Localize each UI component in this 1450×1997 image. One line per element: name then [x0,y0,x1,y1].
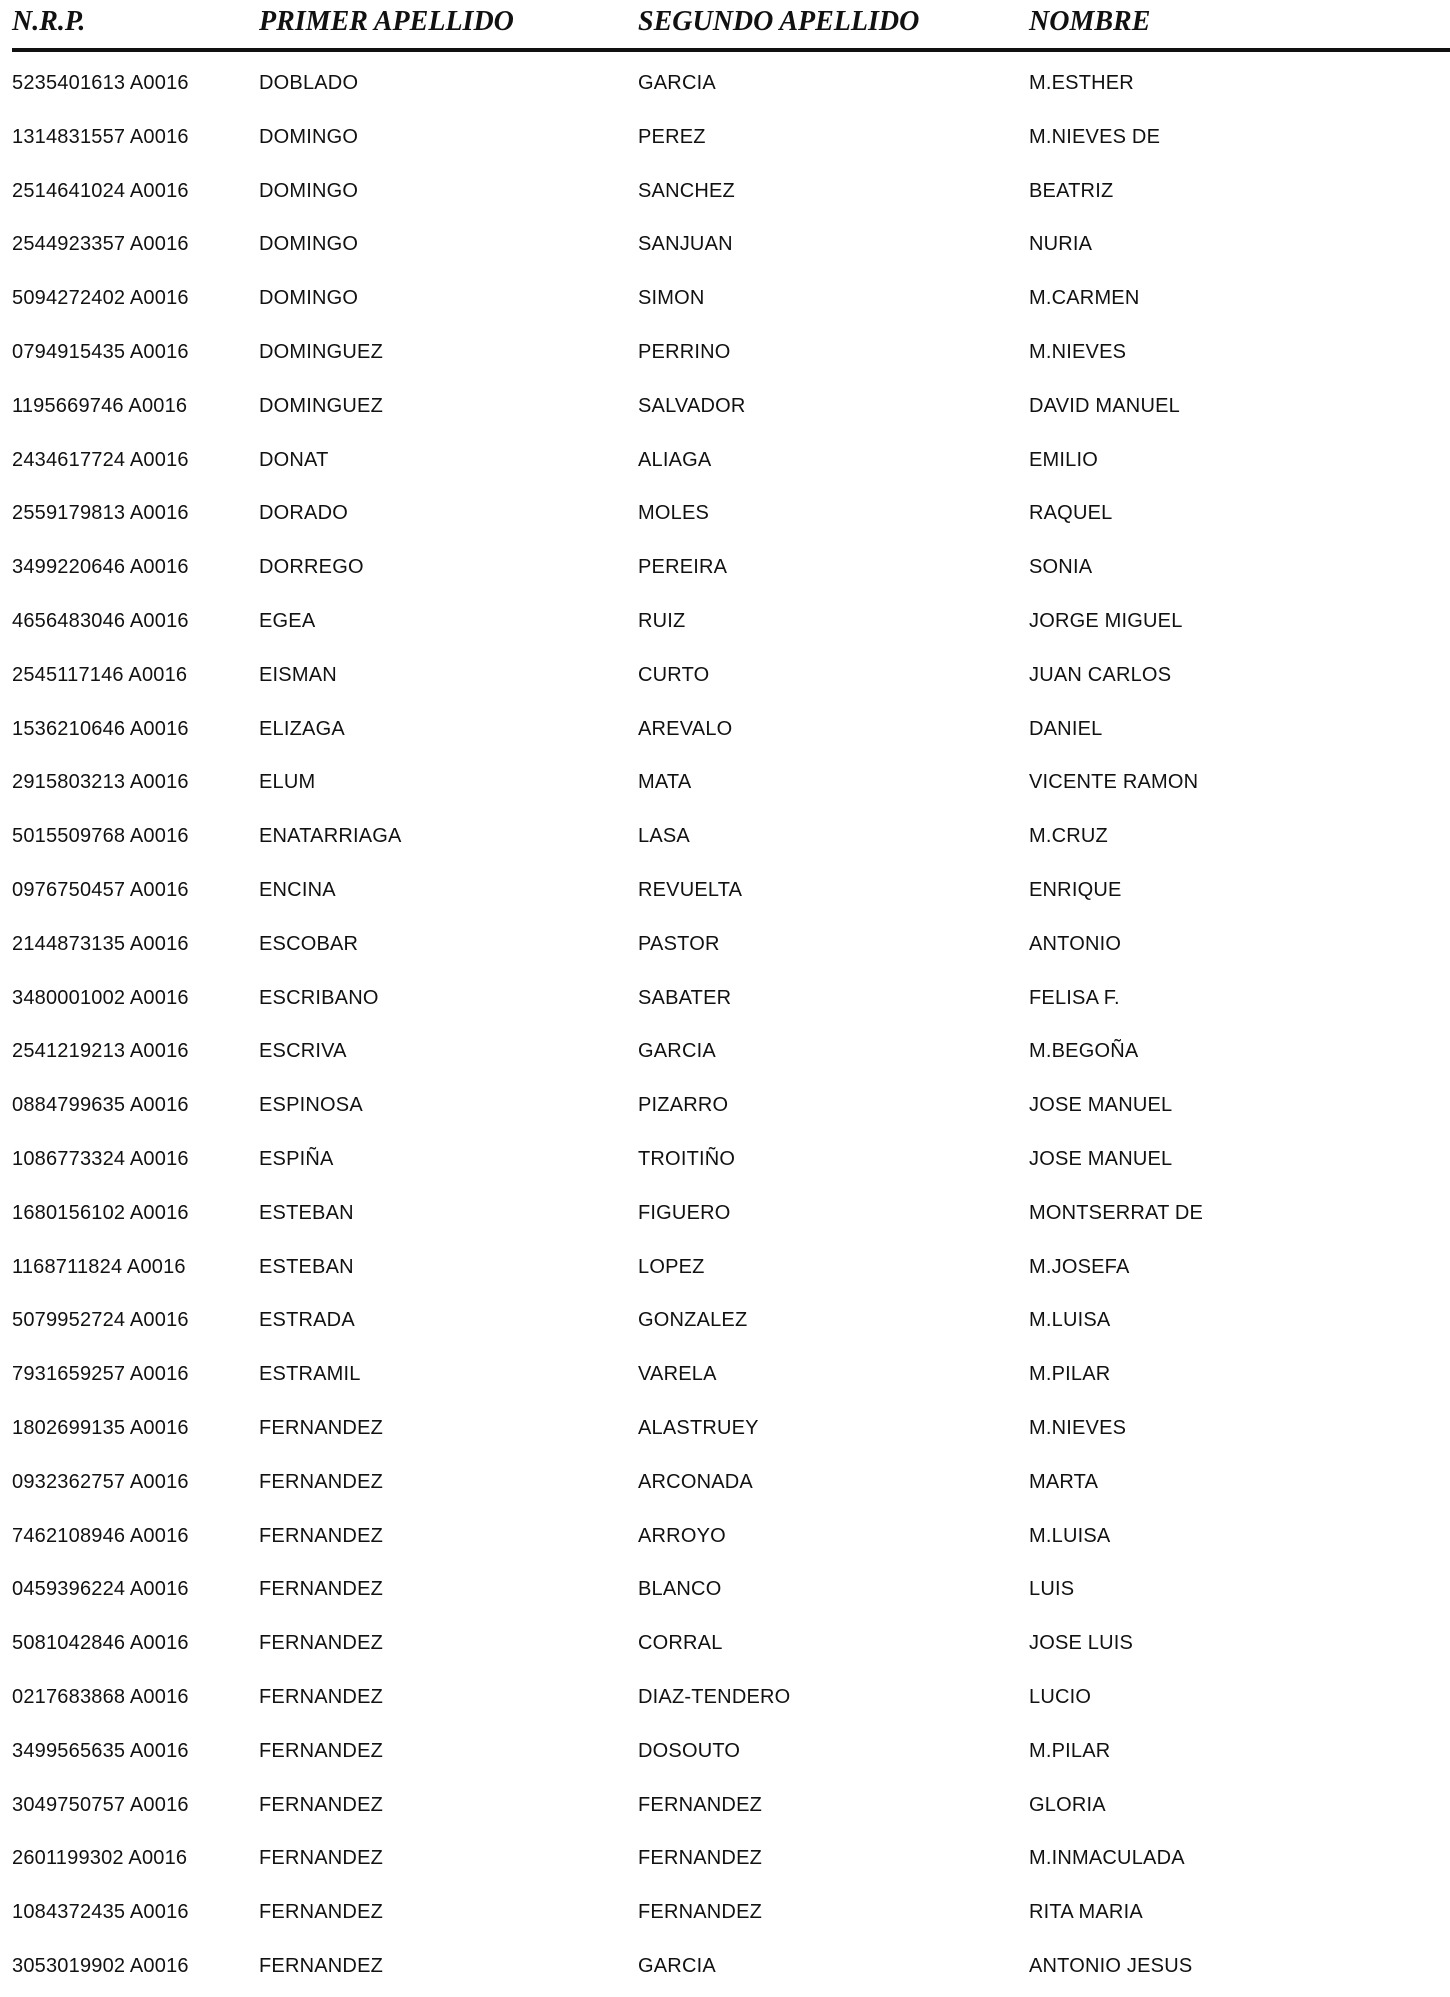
cell-segundo-apellido: GARCIA [638,72,716,94]
cell-nrp: 5015509768 A0016 [12,825,189,848]
table-row [0,1620,1450,1674]
cell-primer-apellido: DORREGO [259,556,364,579]
cell-nrp: 1086773324 A0016 [12,1147,189,1170]
cell-segundo-apellido: FERNANDEZ [638,1901,763,1924]
cell-primer-apellido: ENCINA [259,878,336,901]
table-header [0,0,1450,56]
cell-primer-apellido: DORADO [259,502,348,525]
cell-nombre: M.BEGOÑA [1029,1040,1139,1063]
cell-segundo-apellido: GONZALEZ [638,1309,748,1332]
cell-nombre: VICENTE RAMON [1029,771,1199,794]
table-row [0,1835,1450,1889]
cell-segundo-apellido: FIGUERO [638,1201,731,1224]
cell-nombre: M.PILAR [1029,1363,1111,1386]
cell-segundo-apellido: RUIZ [638,609,686,632]
cell-nombre: RAQUEL [1029,502,1113,525]
cell-segundo-apellido: ARCONADA [638,1470,753,1493]
cell-segundo-apellido: VARELA [638,1363,717,1386]
cell-nrp: 3499565635 A0016 [12,1739,189,1762]
cell-primer-apellido: DONAT [259,448,329,471]
cell-segundo-apellido: MATA [638,771,692,794]
table-row [0,1244,1450,1298]
cell-nombre: DANIEL [1029,717,1103,740]
cell-nombre: NURIA [1029,233,1093,256]
cell-nrp: 7931659257 A0016 [12,1363,189,1386]
cell-primer-apellido: FERNANDEZ [259,1954,384,1977]
cell-primer-apellido: DOMINGUEZ [259,394,384,417]
cell-nombre: M.NIEVES DE [1029,125,1161,148]
table-row [0,1405,1450,1459]
table-row [0,1136,1450,1190]
cell-nrp: 3053019902 A0016 [12,1954,189,1977]
cell-nombre: RITA MARIA [1029,1901,1143,1924]
cell-nrp: 2545117146 A0016 [12,663,188,686]
table-row [0,1297,1450,1351]
cell-nombre: M.CARMEN [1029,287,1140,310]
column-header-segundo-apellido: SEGUNDO APELLIDO [638,6,920,37]
cell-segundo-apellido: LOPEZ [638,1255,705,1278]
cell-primer-apellido: ESPIÑA [259,1147,334,1170]
cell-segundo-apellido: SANCHEZ [638,179,735,202]
cell-segundo-apellido: GARCIA [638,1954,716,1977]
table-row [0,275,1450,329]
cell-nrp: 0217683868 A0016 [12,1685,189,1708]
cell-nrp: 0884799635 A0016 [12,1094,189,1117]
cell-nombre: JORGE MIGUEL [1029,609,1183,632]
table-row [0,1190,1450,1244]
cell-nombre: JOSE LUIS [1029,1632,1134,1655]
cell-nombre: MARTA [1029,1470,1099,1493]
cell-segundo-apellido: TROITIÑO [638,1147,736,1170]
cell-nrp: 3499220646 A0016 [12,556,189,579]
table-row [0,1889,1450,1943]
cell-nrp: 1536210646 A0016 [12,717,189,740]
cell-segundo-apellido: ARROYO [638,1524,726,1547]
cell-segundo-apellido: GARCIA [638,1040,716,1063]
table-row [0,652,1450,706]
cell-segundo-apellido: FERNANDEZ [638,1847,763,1870]
cell-nombre: ANTONIO JESUS [1029,1954,1193,1977]
cell-segundo-apellido: PERRINO [638,340,731,363]
cell-segundo-apellido: SIMON [638,287,705,310]
cell-nombre: ENRIQUE [1029,878,1122,901]
cell-segundo-apellido: ALASTRUEY [638,1416,759,1439]
table-row [0,490,1450,544]
cell-nrp: 1084372435 A0016 [12,1901,189,1924]
table-row [0,921,1450,975]
cell-nombre: JUAN CARLOS [1029,663,1172,686]
table-body [0,60,1450,1997]
cell-nrp: 0976750457 A0016 [12,878,189,901]
cell-nombre: M.JOSEFA [1029,1255,1130,1278]
cell-nombre: JOSE MANUEL [1029,1147,1173,1170]
cell-primer-apellido: DOMINGO [259,179,359,202]
cell-nombre: LUIS [1029,1578,1075,1601]
cell-primer-apellido: ESCRIVA [259,1040,347,1063]
column-header-primer-apellido: PRIMER APELLIDO [259,6,514,37]
cell-primer-apellido: FERNANDEZ [259,1632,384,1655]
cell-nombre: M.LUISA [1029,1524,1111,1547]
cell-primer-apellido: ESCRIBANO [259,986,379,1009]
cell-nombre: M.NIEVES [1029,1416,1127,1439]
cell-nombre: M.ESTHER [1029,72,1134,94]
cell-nrp: 2434617724 A0016 [12,448,189,471]
cell-nombre: LUCIO [1029,1685,1092,1708]
cell-segundo-apellido: CORRAL [638,1632,723,1655]
cell-primer-apellido: EISMAN [259,663,337,686]
cell-primer-apellido: DOMINGO [259,125,359,148]
cell-primer-apellido: FERNANDEZ [259,1416,384,1439]
cell-primer-apellido: FERNANDEZ [259,1739,384,1762]
cell-primer-apellido: ENATARRIAGA [259,825,402,848]
cell-segundo-apellido: DIAZ-TENDERO [638,1685,791,1708]
cell-nombre: M.CRUZ [1029,825,1108,848]
cell-segundo-apellido: REVUELTA [638,878,743,901]
cell-nrp: 2559179813 A0016 [12,502,189,525]
table-row [0,1351,1450,1405]
table-row [0,1674,1450,1728]
cell-primer-apellido: ESTRAMIL [259,1363,361,1386]
cell-segundo-apellido: AREVALO [638,717,733,740]
cell-nombre: DAVID MANUEL [1029,394,1180,417]
cell-nrp: 5079952724 A0016 [12,1309,189,1332]
table-row [0,60,1450,114]
cell-primer-apellido: ESPINOSA [259,1094,363,1117]
table-row [0,759,1450,813]
cell-segundo-apellido: DOSOUTO [638,1739,741,1762]
cell-nombre: FELISA F. [1029,986,1120,1009]
cell-nombre: SONIA [1029,556,1093,579]
table-row [0,437,1450,491]
table-row [0,1459,1450,1513]
table-row [0,1082,1450,1136]
cell-primer-apellido: FERNANDEZ [259,1578,384,1601]
table-row [0,1943,1450,1997]
cell-nrp: 2601199302 A0016 [12,1847,188,1870]
cell-primer-apellido: ELUM [259,771,316,794]
cell-segundo-apellido: ALIAGA [638,448,712,471]
cell-nombre: EMILIO [1029,448,1098,471]
cell-nombre: BEATRIZ [1029,179,1114,202]
cell-primer-apellido: DOMINGUEZ [259,340,384,363]
cell-primer-apellido: ESTEBAN [259,1201,354,1224]
cell-nrp: 7462108946 A0016 [12,1524,189,1547]
cell-nrp: 3049750757 A0016 [12,1793,189,1816]
cell-primer-apellido: FERNANDEZ [259,1901,384,1924]
table-row [0,975,1450,1029]
cell-primer-apellido: EGEA [259,609,316,632]
cell-primer-apellido: FERNANDEZ [259,1847,384,1870]
cell-primer-apellido: DOMINGO [259,233,359,256]
cell-segundo-apellido: SABATER [638,986,732,1009]
cell-primer-apellido: ESTRADA [259,1309,355,1332]
cell-nombre: M.PILAR [1029,1739,1111,1762]
header-divider [12,48,1450,52]
cell-segundo-apellido: PIZARRO [638,1094,729,1117]
cell-nombre: M.LUISA [1029,1309,1111,1332]
cell-segundo-apellido: PEREIRA [638,556,728,579]
cell-segundo-apellido: BLANCO [638,1578,722,1601]
table-row [0,1782,1450,1836]
cell-nrp: 2541219213 A0016 [12,1040,189,1063]
cell-primer-apellido: DOBLADO [259,72,359,94]
cell-nrp: 3480001002 A0016 [12,986,189,1009]
cell-nombre: GLORIA [1029,1793,1106,1816]
cell-nrp: 1680156102 A0016 [12,1201,189,1224]
cell-nombre: M.NIEVES [1029,340,1127,363]
cell-segundo-apellido: CURTO [638,663,710,686]
table-row [0,1728,1450,1782]
table-row [0,813,1450,867]
cell-nrp: 5094272402 A0016 [12,287,189,310]
cell-primer-apellido: ELIZAGA [259,717,345,740]
cell-nrp: 2514641024 A0016 [12,179,189,202]
table-row [0,329,1450,383]
cell-primer-apellido: ESCOBAR [259,932,359,955]
cell-nrp: 1314831557 A0016 [12,125,189,148]
cell-nombre: M.INMACULADA [1029,1847,1185,1870]
table-row [0,1566,1450,1620]
cell-nrp: 0459396224 A0016 [12,1578,189,1601]
cell-segundo-apellido: LASA [638,825,690,848]
cell-segundo-apellido: PEREZ [638,125,706,148]
table-row [0,544,1450,598]
table-row [0,383,1450,437]
cell-primer-apellido: FERNANDEZ [259,1524,384,1547]
cell-segundo-apellido: MOLES [638,502,710,525]
cell-nombre: ANTONIO [1029,932,1122,955]
column-header-nrp: N.R.P. [12,6,86,37]
cell-nrp: 1195669746 A0016 [12,394,188,417]
cell-segundo-apellido: PASTOR [638,932,720,955]
cell-primer-apellido: FERNANDEZ [259,1685,384,1708]
table-row [0,1513,1450,1567]
cell-nrp: 5235401613 A0016 [12,72,189,94]
cell-nrp: 1802699135 A0016 [12,1416,189,1439]
table-row [0,1028,1450,1082]
cell-nrp: 2915803213 A0016 [12,771,189,794]
table-row [0,706,1450,760]
cell-nrp: 0794915435 A0016 [12,340,189,363]
table-row [0,598,1450,652]
table-row [0,867,1450,921]
cell-nrp: 0932362757 A0016 [12,1470,189,1493]
cell-nombre: MONTSERRAT DE [1029,1201,1204,1224]
cell-nrp: 2144873135 A0016 [12,932,189,955]
cell-primer-apellido: DOMINGO [259,287,359,310]
cell-nrp: 4656483046 A0016 [12,609,189,632]
table-row [0,221,1450,275]
cell-primer-apellido: FERNANDEZ [259,1470,384,1493]
cell-nrp: 1168711824 A0016 [12,1255,186,1278]
table-row [0,114,1450,168]
cell-segundo-apellido: SANJUAN [638,233,733,256]
cell-nrp: 5081042846 A0016 [12,1632,189,1655]
cell-nrp: 2544923357 A0016 [12,233,189,256]
cell-segundo-apellido: SALVADOR [638,394,746,417]
table-row [0,168,1450,222]
cell-primer-apellido: ESTEBAN [259,1255,354,1278]
cell-primer-apellido: FERNANDEZ [259,1793,384,1816]
column-header-nombre: NOMBRE [1029,6,1151,37]
cell-nombre: JOSE MANUEL [1029,1094,1173,1117]
cell-segundo-apellido: FERNANDEZ [638,1793,763,1816]
